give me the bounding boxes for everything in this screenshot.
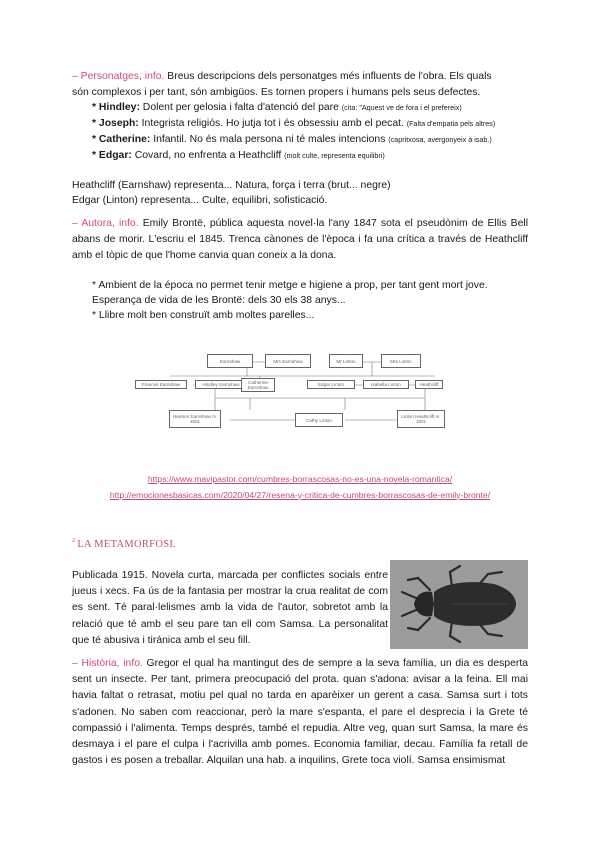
- tree-node-catherine: Catherine Earnshaw: [241, 378, 275, 392]
- edgar-represents: Edgar (Linton) representa... Culte, equilibri, sofisticació.: [72, 195, 328, 206]
- tree-node-heathcliff: Heathcliff: [415, 380, 443, 389]
- personatges-line-1: [72, 69, 492, 85]
- character-hindley: * Hindley: Dolent per gelosia i falta d'atenció del pare (cita: "Aquest ve de fora i el prefereix): [92, 102, 462, 113]
- autora-paragraph: – Autora, info. Emily Brontë, pública aquesta novel·la l'any 1847 sota el pseudònim de Ellis Bell abans de morir. L'escriu el 1845. Trenca cànones de l'època i fa una crítica a través de Heathcliff amb el tòpic de que l'home canvia quan coneix a la dona.: [72, 218, 529, 262]
- reference-links: [0, 472, 600, 503]
- link-mavipastor[interactable]: https://www.mavipastor.com/cumbres-borrascosas-no-es-una-novela-romantica/: [147, 474, 453, 484]
- historia-label: – Història, info.: [72, 658, 143, 669]
- section-number: 2: [72, 538, 76, 544]
- tree-node-earnshaw: Earnshaw: [207, 354, 253, 368]
- personatges-label: – Personatges, info.: [72, 71, 165, 82]
- personatges-line-2: són complexos i per tant, són ambigüos. Es tornen propers i humans pels seus defectes.: [72, 87, 481, 98]
- tree-node-cathy: Cathy Linton: [295, 413, 343, 427]
- metamorfosi-paragraph: Publicada 1915. Novela curta, marcada per conflictes socials entre jueus i xecs. Fa ús de la fantasia per mostrar la crua realitat de com es sent. Té paral·lelismes amb la vida de l'autor, sobretot amb la relació que té amb el seu pare tan ell com Samsa. La personalitat que té abusiva i tiránica amb el seu fill.: [72, 570, 388, 646]
- beetle-icon: [390, 560, 528, 649]
- section-title: LA METAMORFOSI.: [77, 539, 177, 550]
- tree-node-linton: Linton Heathcliff m. 1801: [397, 410, 445, 428]
- tree-node-edgar: Edgar Linton: [307, 380, 355, 389]
- section-heading-metamorfosi: [72, 538, 176, 550]
- link-emocionesbasicas[interactable]: http://emocionesbasicas.com/2020/04/27/resena-y-critica-de-cumbres-borrascosas-de-emily-bronte/: [109, 489, 491, 500]
- character-catherine: * Catherine: Infantil. No és mala persona ni té males intencions (capritxosa, avergonyeix a isab.): [92, 134, 492, 145]
- autora-note-2: Esperança de vida de les Brontë: dels 30 els 38 anys...: [92, 295, 346, 306]
- tree-node-frances: Frances Earnshaw: [135, 380, 187, 389]
- tree-node-isabella: Isabella Linton: [363, 380, 409, 389]
- tree-node-hindley: Hindley Earnshaw: [195, 380, 247, 389]
- heathcliff-represents: Heathcliff (Earnshaw) representa... Natura, força i terra (brut... negre): [72, 180, 391, 191]
- tree-node-mrs-linton: Mrs Linton: [381, 354, 421, 368]
- autora-note-1: * Ambient de la época no permet tenir metge e higiene a prop, per tant gent mort jove.: [92, 280, 488, 291]
- character-joseph: * Joseph: Integrista religiós. Ho jutja tot i és obsessiu amb el pecat. (Falta d'empatia pels altres): [92, 118, 496, 129]
- tree-node-mr-linton: Mr Linton: [329, 354, 363, 368]
- tree-node-mrs-earnshaw: Mrs Earnshaw: [265, 354, 311, 368]
- beetle-illustration: [390, 560, 528, 649]
- autora-note-3: * Llibre molt ben construït amb moltes parelles...: [92, 310, 315, 321]
- tree-node-hareton: Hareton Earnshaw m. 1801: [169, 410, 221, 428]
- family-tree-diagram: [135, 350, 465, 436]
- autora-label: – Autora, info.: [72, 218, 139, 229]
- personatges-intro: Breus descripcions dels personatges més influents de l'obra. Els quals: [164, 71, 492, 82]
- character-edgar: * Edgar: Covard, no enfrenta a Heathcliff (molt culte, representa equilibri): [92, 150, 385, 161]
- historia-paragraph: – Història, info. Gregor el qual ha mantingut des de sempre a la seva família, un dia es desperta sent un insecte. Per tant, primera preocupació del prota. quan s'adona: avisar a la feina. Ell mai havia faltat o retrasat, motiu pel qual no tarda en aparèixer un gerent a casa. Samsa surt i tots s'adonen. No saben com reaccionar, però la mare s'espanta, el pare el desprecia i la Grete té compassió i l'alimenta. Temps després, també el repudia. Altre veg, quan surt Samsa, la mare és desmaya i el pare el culpa i l'acrivilla amb pomes. Economia familiar, decau. Família fa retall de gastos i es posen a treballar. Alquilan una hab. a inquilins, Grete toca violí. Samsa ensimismat: [72, 658, 528, 767]
